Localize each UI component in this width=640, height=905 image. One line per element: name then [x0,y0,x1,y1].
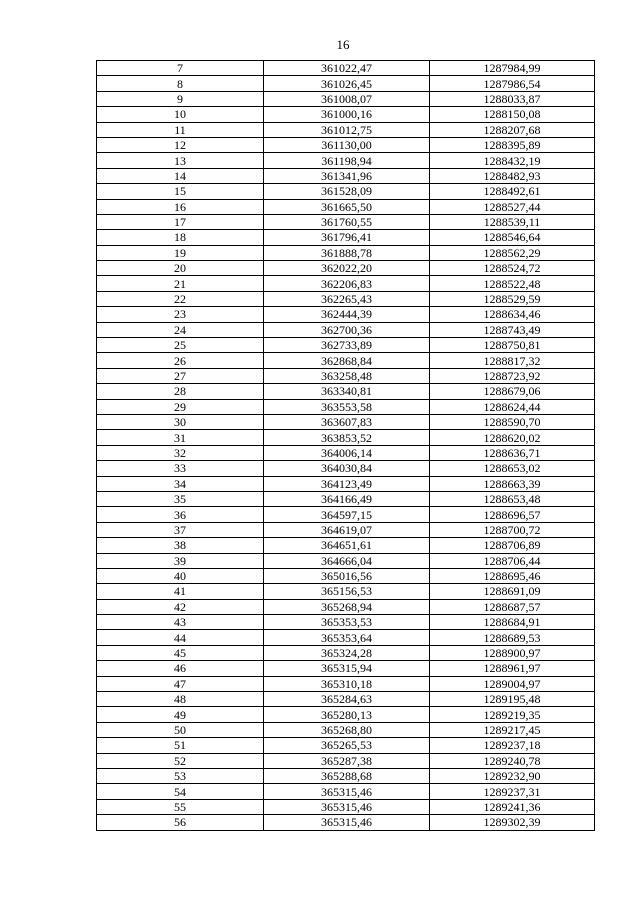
y-coordinate-cell: 1288687,57 [430,599,595,614]
table-row [97,291,595,306]
x-coordinate-cell: 365288,68 [264,768,430,783]
point-number-cell: 16 [97,199,264,214]
y-coordinate-cell: 1288150,08 [430,107,595,122]
point-number-cell: 9 [97,91,264,106]
table-row [97,414,595,429]
x-coordinate-cell: 365268,94 [264,599,430,614]
x-coordinate-cell: 365016,56 [264,568,430,583]
point-number-cell: 47 [97,676,264,691]
point-number-cell: 53 [97,768,264,783]
y-coordinate-cell: 1288817,32 [430,353,595,368]
y-coordinate-cell: 1288706,44 [430,553,595,568]
x-coordinate-cell: 364030,84 [264,461,430,476]
x-coordinate-cell: 365315,46 [264,799,430,814]
x-coordinate-cell: 362700,36 [264,322,430,337]
point-number-cell: 32 [97,445,264,460]
y-coordinate-cell: 1288624,44 [430,399,595,414]
x-coordinate-cell: 364123,49 [264,476,430,491]
x-coordinate-cell: 363340,81 [264,384,430,399]
y-coordinate-cell: 1288679,06 [430,384,595,399]
y-coordinate-cell: 1288634,46 [430,307,595,322]
table-row [97,307,595,322]
y-coordinate-cell: 1288700,72 [430,522,595,537]
table-row [97,753,595,768]
page-number: 16 [336,37,350,52]
point-number-cell: 15 [97,184,264,199]
table-row [97,153,595,168]
x-coordinate-cell: 365156,53 [264,584,430,599]
x-coordinate-cell: 364666,04 [264,553,430,568]
point-number-cell: 20 [97,261,264,276]
y-coordinate-cell: 1288033,87 [430,91,595,106]
y-coordinate-cell: 1288689,53 [430,630,595,645]
point-number-cell: 18 [97,230,264,245]
table-row [97,538,595,553]
point-number-cell: 48 [97,692,264,707]
x-coordinate-cell: 365353,53 [264,615,430,630]
table-row [97,261,595,276]
x-coordinate-cell: 361130,00 [264,137,430,152]
y-coordinate-cell: 1288524,72 [430,261,595,276]
x-coordinate-cell: 362868,84 [264,353,430,368]
x-coordinate-cell: 361008,07 [264,91,430,106]
y-coordinate-cell: 1288562,29 [430,245,595,260]
table-row [97,122,595,137]
y-coordinate-cell: 1288706,89 [430,538,595,553]
coordinates-table-body [97,61,595,831]
point-number-cell: 41 [97,584,264,599]
y-coordinate-cell: 1288723,92 [430,368,595,383]
table-row [97,784,595,799]
table-row [97,91,595,106]
point-number-cell: 46 [97,661,264,676]
table-row [97,799,595,814]
point-number-cell: 26 [97,353,264,368]
point-number-cell: 43 [97,615,264,630]
x-coordinate-cell: 361026,45 [264,76,430,91]
point-number-cell: 42 [97,599,264,614]
y-coordinate-cell: 1288546,64 [430,230,595,245]
table-row [97,491,595,506]
y-coordinate-cell: 1287986,54 [430,76,595,91]
x-coordinate-cell: 364651,61 [264,538,430,553]
y-coordinate-cell: 1289217,45 [430,722,595,737]
point-number-cell: 54 [97,784,264,799]
point-number-cell: 23 [97,307,264,322]
table-row [97,599,595,614]
x-coordinate-cell: 361341,96 [264,168,430,183]
point-number-cell: 35 [97,491,264,506]
point-number-cell: 51 [97,738,264,753]
y-coordinate-cell: 1288620,02 [430,430,595,445]
y-coordinate-cell: 1288696,57 [430,507,595,522]
point-number-cell: 50 [97,722,264,737]
x-coordinate-cell: 364619,07 [264,522,430,537]
table-row [97,245,595,260]
point-number-cell: 14 [97,168,264,183]
x-coordinate-cell: 365310,18 [264,676,430,691]
x-coordinate-cell: 365315,94 [264,661,430,676]
x-coordinate-cell: 362206,83 [264,276,430,291]
x-coordinate-cell: 365284,63 [264,692,430,707]
table-row [97,353,595,368]
y-coordinate-cell: 1288743,49 [430,322,595,337]
point-number-cell: 12 [97,137,264,152]
y-coordinate-cell: 1288395,89 [430,137,595,152]
table-row [97,553,595,568]
y-coordinate-cell: 1288527,44 [430,199,595,214]
y-coordinate-cell: 1288900,97 [430,645,595,660]
point-number-cell: 29 [97,399,264,414]
table-row [97,322,595,337]
y-coordinate-cell: 1288539,11 [430,214,595,229]
point-number-cell: 55 [97,799,264,814]
table-row [97,338,595,353]
y-coordinate-cell: 1289302,39 [430,815,595,830]
x-coordinate-cell: 365265,53 [264,738,430,753]
y-coordinate-cell: 1288492,61 [430,184,595,199]
point-number-cell: 8 [97,76,264,91]
y-coordinate-cell: 1289240,78 [430,753,595,768]
table-row [97,676,595,691]
coordinates-table [96,60,595,831]
x-coordinate-cell: 361012,75 [264,122,430,137]
table-row [97,445,595,460]
x-coordinate-cell: 365268,80 [264,722,430,737]
y-coordinate-cell: 1289004,97 [430,676,595,691]
point-number-cell: 7 [97,61,264,76]
table-row [97,107,595,122]
y-coordinate-cell: 1288684,91 [430,615,595,630]
y-coordinate-cell: 1289237,31 [430,784,595,799]
x-coordinate-cell: 361760,55 [264,214,430,229]
y-coordinate-cell: 1288432,19 [430,153,595,168]
point-number-cell: 25 [97,338,264,353]
point-number-cell: 38 [97,538,264,553]
point-number-cell: 27 [97,368,264,383]
table-row [97,214,595,229]
table-row [97,661,595,676]
y-coordinate-cell: 1288653,02 [430,461,595,476]
y-coordinate-cell: 1288961,97 [430,661,595,676]
table-row [97,692,595,707]
y-coordinate-cell: 1288207,68 [430,122,595,137]
x-coordinate-cell: 363258,48 [264,368,430,383]
y-coordinate-cell: 1288695,46 [430,568,595,583]
x-coordinate-cell: 362444,39 [264,307,430,322]
x-coordinate-cell: 362022,20 [264,261,430,276]
x-coordinate-cell: 365315,46 [264,784,430,799]
point-number-cell: 44 [97,630,264,645]
table-row [97,168,595,183]
table-row [97,384,595,399]
point-number-cell: 13 [97,153,264,168]
point-number-cell: 45 [97,645,264,660]
y-coordinate-cell: 1289241,36 [430,799,595,814]
table-row [97,276,595,291]
x-coordinate-cell: 364006,14 [264,445,430,460]
x-coordinate-cell: 361000,16 [264,107,430,122]
table-row [97,738,595,753]
table-row [97,368,595,383]
y-coordinate-cell: 1288529,59 [430,291,595,306]
table-row [97,476,595,491]
x-coordinate-cell: 365280,13 [264,707,430,722]
table-row [97,137,595,152]
point-number-cell: 19 [97,245,264,260]
y-coordinate-cell: 1289232,90 [430,768,595,783]
table-row [97,399,595,414]
x-coordinate-cell: 361022,47 [264,61,430,76]
y-coordinate-cell: 1288522,48 [430,276,595,291]
table-row [97,461,595,476]
point-number-cell: 33 [97,461,264,476]
table-row [97,430,595,445]
x-coordinate-cell: 361528,09 [264,184,430,199]
x-coordinate-cell: 364597,15 [264,507,430,522]
table-row [97,615,595,630]
y-coordinate-cell: 1288663,39 [430,476,595,491]
point-number-cell: 56 [97,815,264,830]
point-number-cell: 37 [97,522,264,537]
y-coordinate-cell: 1288590,70 [430,414,595,429]
table-row [97,630,595,645]
x-coordinate-cell: 365353,64 [264,630,430,645]
point-number-cell: 52 [97,753,264,768]
table-row [97,184,595,199]
point-number-cell: 24 [97,322,264,337]
table-row [97,76,595,91]
y-coordinate-cell: 1288653,48 [430,491,595,506]
point-number-cell: 39 [97,553,264,568]
table-row [97,722,595,737]
x-coordinate-cell: 361888,78 [264,245,430,260]
point-number-cell: 17 [97,214,264,229]
y-coordinate-cell: 1288750,81 [430,338,595,353]
x-coordinate-cell: 365315,46 [264,815,430,830]
x-coordinate-cell: 364166,49 [264,491,430,506]
table-row [97,61,595,76]
table-row [97,584,595,599]
point-number-cell: 22 [97,291,264,306]
point-number-cell: 10 [97,107,264,122]
table-row [97,815,595,830]
table-row [97,199,595,214]
point-number-cell: 30 [97,414,264,429]
y-coordinate-cell: 1289237,18 [430,738,595,753]
y-coordinate-cell: 1289195,48 [430,692,595,707]
point-number-cell: 34 [97,476,264,491]
point-number-cell: 28 [97,384,264,399]
point-number-cell: 21 [97,276,264,291]
table-row [97,768,595,783]
y-coordinate-cell: 1287984,99 [430,61,595,76]
x-coordinate-cell: 365287,38 [264,753,430,768]
x-coordinate-cell: 362265,43 [264,291,430,306]
table-row [97,507,595,522]
x-coordinate-cell: 363553,58 [264,399,430,414]
table-row [97,568,595,583]
point-number-cell: 40 [97,568,264,583]
x-coordinate-cell: 363853,52 [264,430,430,445]
table-row [97,707,595,722]
x-coordinate-cell: 362733,89 [264,338,430,353]
x-coordinate-cell: 363607,83 [264,414,430,429]
y-coordinate-cell: 1289219,35 [430,707,595,722]
y-coordinate-cell: 1288482,93 [430,168,595,183]
x-coordinate-cell: 365324,28 [264,645,430,660]
table-row [97,522,595,537]
table-row [97,230,595,245]
x-coordinate-cell: 361198,94 [264,153,430,168]
x-coordinate-cell: 361796,41 [264,230,430,245]
point-number-cell: 36 [97,507,264,522]
y-coordinate-cell: 1288691,09 [430,584,595,599]
table-row [97,645,595,660]
y-coordinate-cell: 1288636,71 [430,445,595,460]
x-coordinate-cell: 361665,50 [264,199,430,214]
point-number-cell: 31 [97,430,264,445]
point-number-cell: 49 [97,707,264,722]
point-number-cell: 11 [97,122,264,137]
